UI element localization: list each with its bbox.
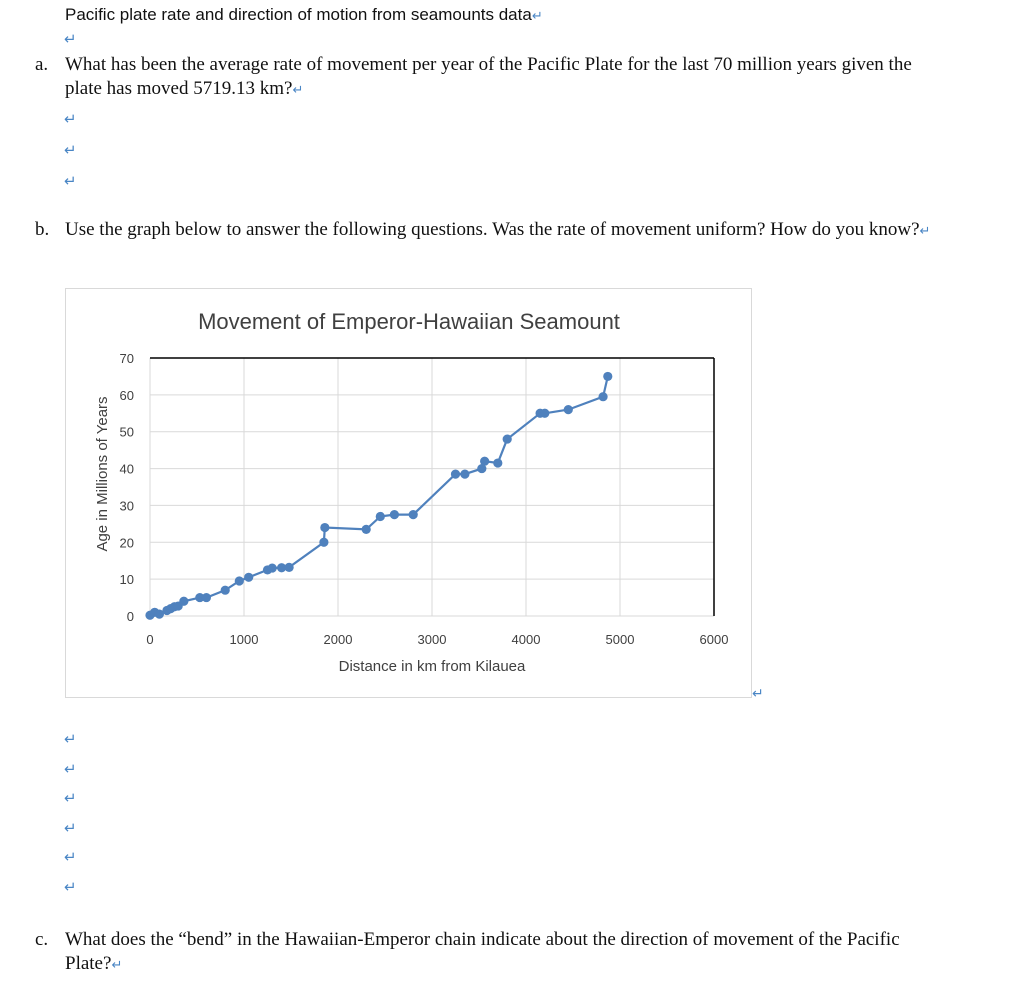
paragraph-mark-icon: ↵	[531, 9, 543, 24]
y-tick-label: 30	[119, 498, 134, 514]
x-tick-label: 3000	[417, 632, 447, 647]
question-c-text: What does the “bend” in the Hawaiian-Emperor chain indicate about the direction of movement of the Pacific Plate?	[65, 929, 900, 974]
question-b-label: b.	[35, 219, 50, 240]
paragraph-mark-icon: ↵	[64, 141, 77, 159]
x-axis-label: Distance in km from Kilauea	[338, 658, 526, 675]
data-point	[390, 510, 399, 519]
y-tick-label: 10	[119, 572, 134, 588]
y-tick-label: 50	[119, 424, 134, 440]
heading-text: Pacific plate rate and direction of motion from seamounts data	[65, 5, 532, 24]
paragraph-mark-icon: ↵	[64, 30, 77, 48]
question-a-text: What has been the average rate of movement per year of the Pacific Plate for the last 70 million years given the plate has moved 5719.13 km?	[65, 54, 912, 99]
paragraph-mark-icon: ↵	[64, 110, 77, 128]
data-point	[376, 512, 385, 521]
data-point	[221, 586, 230, 595]
chart-series	[145, 372, 612, 620]
data-point	[319, 538, 328, 547]
chart-gridlines	[150, 358, 714, 616]
y-tick-label: 0	[126, 609, 134, 624]
question-b-text: Use the graph below to answer the following questions. Was the rate of movement uniform? How do you know?	[65, 219, 920, 240]
paragraph-mark-icon: ↵	[64, 172, 77, 190]
y-tick-label: 70	[119, 351, 134, 366]
seamount-chart	[66, 289, 753, 699]
paragraph-mark-icon: ↵	[64, 819, 77, 837]
paragraph-mark-icon: ↵	[64, 760, 77, 778]
x-tick-label: 6000	[699, 632, 729, 647]
y-tick-label: 20	[119, 535, 134, 551]
data-point	[540, 409, 549, 418]
x-tick-label: 1000	[229, 632, 259, 647]
data-point	[179, 597, 188, 606]
data-point	[598, 392, 607, 401]
question-c	[35, 928, 935, 978]
x-tick-label: 5000	[605, 632, 635, 647]
data-point	[503, 434, 512, 443]
data-point	[480, 457, 489, 466]
data-point	[451, 470, 460, 479]
data-point	[603, 372, 612, 381]
paragraph-mark-icon: ↵	[111, 958, 123, 973]
paragraph-mark-icon: ↵	[919, 224, 931, 239]
paragraph-mark-icon: ↵	[752, 686, 764, 702]
data-point	[362, 525, 371, 534]
data-point	[493, 458, 502, 467]
y-axis-label: Age in Millions of Years	[94, 396, 111, 552]
document-heading	[65, 5, 543, 25]
paragraph-mark-icon: ↵	[64, 848, 77, 866]
question-c-label: c.	[35, 929, 49, 950]
data-point	[564, 405, 573, 414]
data-point	[268, 563, 277, 572]
paragraph-mark-icon: ↵	[64, 789, 77, 807]
data-point	[460, 470, 469, 479]
question-a-label: a.	[35, 54, 49, 75]
y-tick-label: 40	[119, 461, 134, 477]
chart-container	[65, 288, 752, 698]
question-b	[35, 218, 935, 244]
paragraph-mark-icon: ↵	[292, 83, 304, 98]
data-point	[202, 593, 211, 602]
question-a	[35, 53, 935, 103]
data-point	[285, 563, 294, 572]
paragraph-mark-icon: ↵	[64, 878, 77, 896]
data-point	[320, 523, 329, 532]
chart-title: Movement of Emperor-Hawaiian Seamount	[198, 309, 620, 334]
x-tick-label: 2000	[323, 632, 353, 647]
x-tick-label: 4000	[511, 632, 541, 647]
data-point	[244, 573, 253, 582]
chart-tick-labels	[120, 351, 729, 647]
y-tick-label: 60	[119, 387, 134, 403]
x-tick-label: 0	[146, 632, 154, 647]
data-point	[235, 576, 244, 585]
paragraph-mark-icon: ↵	[64, 730, 77, 748]
data-point	[409, 510, 418, 519]
